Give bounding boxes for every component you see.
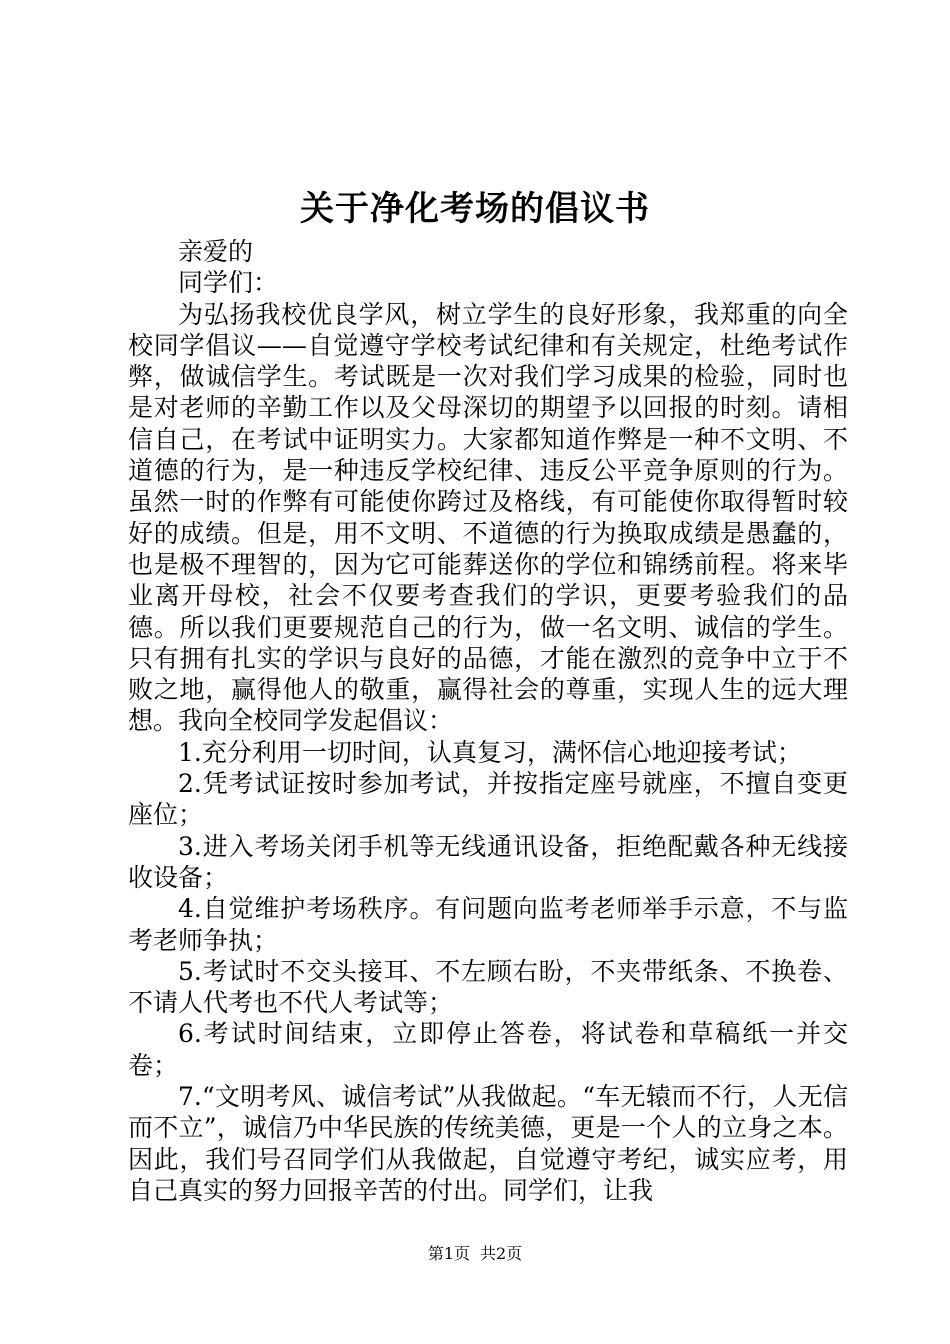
greeting-line-1: 亲爱的 [178,237,254,266]
proposal-item-4: 4.自觉维护考场秩序。有问题向监考老师举手示意，不与监考老师争执； [128,894,848,955]
document-body [128,236,848,1206]
proposal-item-6: 6.考试时间结束，立即停止答卷，将试卷和草稿纸一并交卷； [128,1019,848,1080]
intro-paragraph: 为弘扬我校优良学风，树立学生的良好形象，我郑重的向全校同学倡议——自觉遵守学校考试纪律和有关规定，杜绝考试作弊，做诚信学生。考试既是一次对我们学习成果的检验，同时也是对老师的辛勤工作以及父母深切的期望予以回报的时刻。请相信自己，在考试中证明实力。大家都知道作弊是一种不文明、不道德的行为，是一种违反学校纪律、违反公平竞争原则的行为。虽然一时的作弊有可能使你跨过及格线，有可能使你取得暂时较好的成绩。但是，用不文明、不道德的行为换取成绩是愚蠢的，也是极不理智的，因为它可能葬送你的学位和锦绣前程。将来毕业离开母校，社会不仅要考查我们的学识，更要考验我们的品德。所以我们更要规范自己的行为，做一名文明、诚信的学生。只有拥有扎实的学识与良好的品德，才能在激烈的竞争中立于不败之地，赢得他人的敬重，赢得社会的尊重，实现人生的远大理想。我向全校同学发起倡议： [128,299,848,736]
proposal-item-1: 1.充分利用一切时间，认真复习，满怀信心地迎接考试； [178,737,802,767]
greeting-line-2: 同学们： [178,268,279,298]
proposal-item-2: 2.凭考试证按时参加考试，并按指定座号就座，不擅自变更座位； [128,769,848,830]
page-total: 共2页 [480,1244,523,1263]
proposal-item-3: 3.进入考场关闭手机等无线通讯设备，拒绝配戴各种无线接收设备； [128,831,848,892]
document-title: 关于净化考场的倡议书 [300,189,650,229]
page-footer [0,1243,950,1265]
proposal-item-7: 7.“文明考风、诚信考试”从我做起。“车无辕而不行，人无信而不立”，诚信乃中华民族的传统美德，更是一个人的立身之本。因此，我们号召同学们从我做起，自觉遵守考纪，诚实应考，用自己真实的努力回报辛苦的付出。同学们，让我 [128,1082,848,1205]
page-number: 第1页 [427,1244,470,1263]
proposal-item-5: 5.考试时不交头接耳、不左顾右盼，不夹带纸条、不换卷、不请人代考也不代人考试等； [128,956,848,1018]
